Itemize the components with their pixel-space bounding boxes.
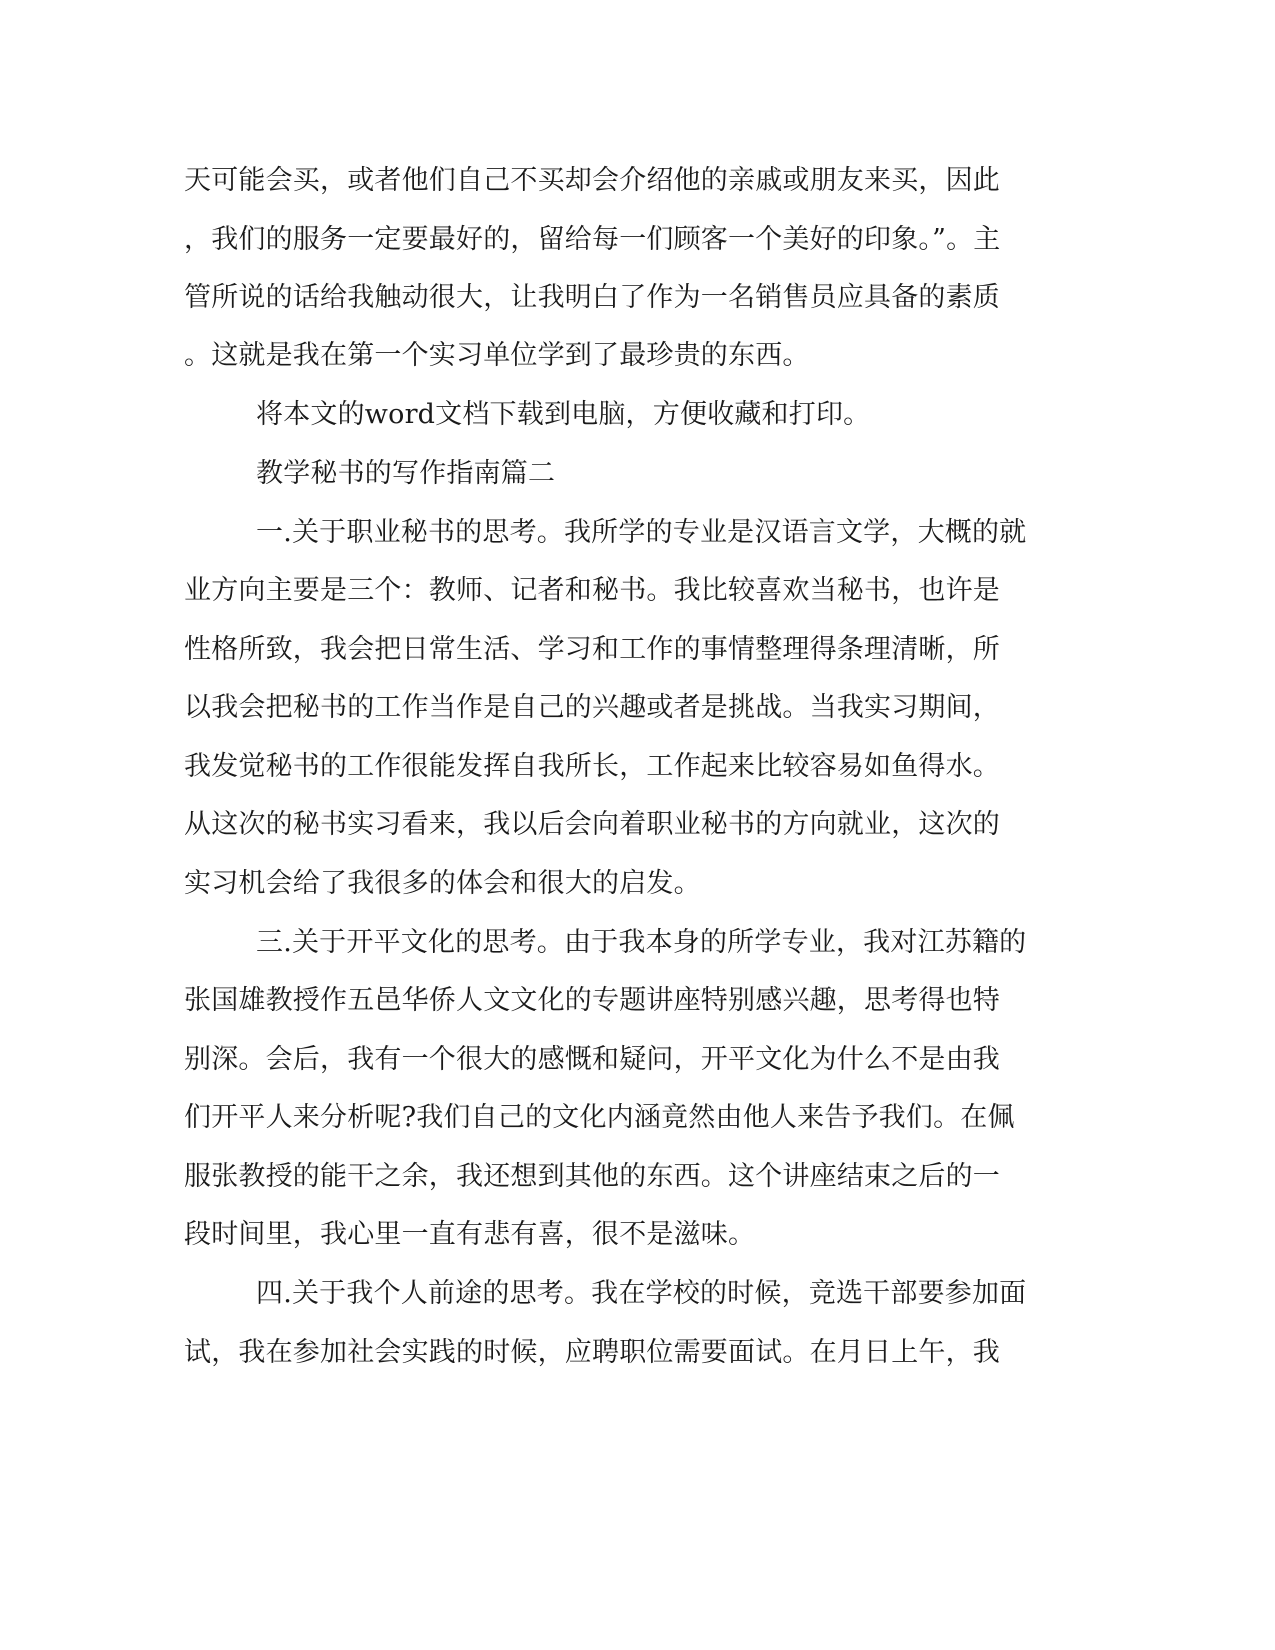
text-line: 别深。会后，我有一个很大的感慨和疑问，开平文化为什么不是由我 bbox=[184, 1044, 1000, 1075]
text-line: 从这次的秘书实习看来，我以后会向着职业秘书的方向就业，这次的 bbox=[184, 809, 1000, 840]
text-line: 段时间里，我心里一直有悲有喜，很不是滋味。 bbox=[184, 1219, 756, 1250]
text-line: 四.关于我个人前途的思考。我在学校的时候，竞选干部要参加面 bbox=[256, 1278, 1027, 1309]
text-line: 将本文的word文档下载到电脑，方便收藏和打印。 bbox=[256, 399, 871, 430]
text-line: 张国雄教授作五邑华侨人文文化的专题讲座特别感兴趣，思考得也特 bbox=[184, 985, 1000, 1016]
text-line: 服张教授的能干之余，我还想到其他的东西。这个讲座结束之后的一 bbox=[184, 1161, 1000, 1192]
text-line: 实习机会给了我很多的体会和很大的启发。 bbox=[184, 868, 701, 899]
text-line: 试，我在参加社会实践的时候，应聘职位需要面试。在月日上午，我 bbox=[184, 1337, 1000, 1368]
text-line: 天可能会买，或者他们自己不买却会介绍他的亲戚或朋友来买，因此 bbox=[184, 165, 1000, 196]
text-line: 性格所致，我会把日常生活、学习和工作的事情整理得条理清晰，所 bbox=[184, 634, 1000, 665]
text-line: ，我们的服务一定要最好的，留给每一们顾客一个美好的印象。”。主 bbox=[184, 224, 1001, 255]
text-line: 们开平人来分析呢?我们自己的文化内涵竟然由他人来告予我们。在佩 bbox=[184, 1102, 1015, 1133]
text-line: 业方向主要是三个：教师、记者和秘书。我比较喜欢当秘书，也许是 bbox=[184, 575, 1000, 606]
text-line: 。这就是我在第一个实习单位学到了最珍贵的东西。 bbox=[184, 340, 810, 371]
text-line: 管所说的话给我触动很大，让我明白了作为一名销售员应具备的素质 bbox=[184, 282, 1000, 313]
text-line: 一.关于职业秘书的思考。我所学的专业是汉语言文学，大概的就 bbox=[256, 517, 1027, 548]
section-heading: 教学秘书的写作指南篇二 bbox=[256, 458, 556, 489]
text-line: 以我会把秘书的工作当作是自己的兴趣或者是挑战。当我实习期间， bbox=[184, 692, 1000, 723]
text-line: 我发觉秘书的工作很能发挥自我所长，工作起来比较容易如鱼得水。 bbox=[184, 751, 1000, 782]
text-line: 三.关于开平文化的思考。由于我本身的所学专业，我对江苏籍的 bbox=[256, 927, 1027, 958]
